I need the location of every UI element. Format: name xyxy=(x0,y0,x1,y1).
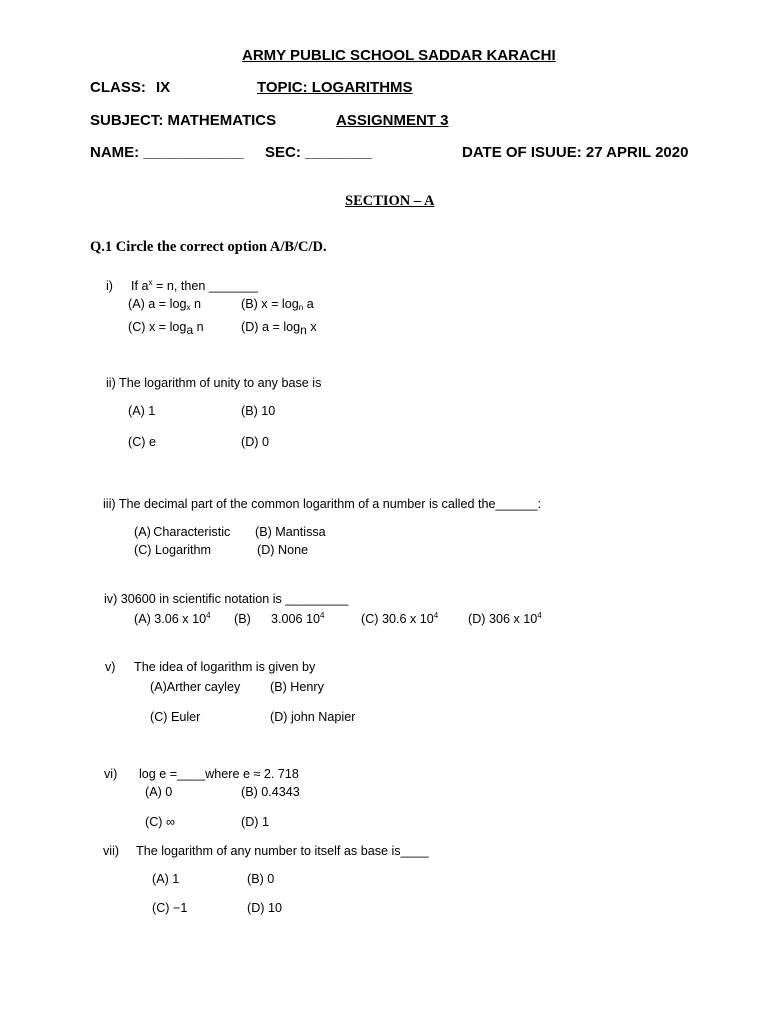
question-1-number: i) xyxy=(106,279,113,293)
question-4-text: iv) 30600 in scientific notation is _________ xyxy=(104,592,349,606)
question-7-option-d: (D) 10 xyxy=(247,901,282,915)
question-7-option-c: (C) −1 xyxy=(152,901,188,915)
question-2-option-c: (C) e xyxy=(128,435,156,449)
question-6-option-d: (D) 1 xyxy=(241,815,269,829)
question-3-text: iii) The decimal part of the common logarithm of a number is called the______: xyxy=(103,497,541,511)
issue-date: DATE OF ISUUE: 27 APRIL 2020 xyxy=(462,144,689,161)
question-2-text: ii) The logarithm of unity to any base is xyxy=(106,376,322,390)
question-7-text: The logarithm of any number to itself as base is____ xyxy=(136,844,429,858)
question-7-number: vii) xyxy=(103,844,120,858)
class-label: CLASS: xyxy=(90,79,146,96)
question-1-option-a: (A) $a = \log_x n$ xyxy=(128,297,201,312)
question-1-option-d: (D) $a = \log_n x$ xyxy=(241,320,317,337)
question-6-option-c: (C) ∞ xyxy=(145,815,175,829)
question-2-option-d: (D) 0 xyxy=(241,435,269,449)
question-4-option-d: (D) 306 x $10^4$ xyxy=(468,611,542,626)
school-title: ARMY PUBLIC SCHOOL SADDAR KARACHI xyxy=(242,47,556,64)
topic-label: TOPIC: LOGARITHMS xyxy=(257,79,413,96)
question-1-option-b: (B) $x = \log_n a$ xyxy=(241,297,314,312)
question-5-option-d: (D) john Napier xyxy=(270,710,356,724)
question-1-option-c: (C) $x = \log_a n$ xyxy=(128,320,204,337)
question-6-option-b: (B) 0.4343 xyxy=(241,785,300,799)
question-7-option-a: (A) 1 xyxy=(152,872,180,886)
question-5-option-b: (B) Henry xyxy=(270,680,324,694)
question-3-option-c: (C) Logarithm xyxy=(134,543,211,557)
question-3-option-b: (B) Mantissa xyxy=(255,525,326,539)
assignment-label: ASSIGNMENT 3 xyxy=(336,112,449,129)
question-6-number: vi) xyxy=(104,767,118,781)
question-5-text: The idea of logarithm is given by xyxy=(134,660,316,674)
question-5-number: v) xyxy=(105,660,116,674)
question-4-option-a: (A) 3.06 x $10^4$ xyxy=(134,611,211,626)
question-5-option-a: (A)Arther cayley xyxy=(150,680,241,694)
class-value: IX xyxy=(156,79,171,96)
question-4-option-c: (C) 30.6 x $10^4$ xyxy=(361,611,439,626)
section-title: SECTION – A xyxy=(345,193,435,209)
question-2-option-b: (B) 10 xyxy=(241,404,276,418)
question-5-option-c: (C) Euler xyxy=(150,710,201,724)
question-6-text: log e =____where e ≈ 2. 718 xyxy=(139,767,299,781)
question-2-option-a: (A) 1 xyxy=(128,404,156,418)
instruction-text: Q.1 Circle the correct option A/B/C/D. xyxy=(90,239,327,255)
name-field: NAME: ____________ xyxy=(90,144,244,161)
question-1-text: If $a^x = n$, then _______ xyxy=(131,278,258,293)
subject-label: SUBJECT: MATHEMATICS xyxy=(90,112,277,129)
section-field: SEC: ________ xyxy=(265,144,372,161)
question-6-option-a: (A) 0 xyxy=(145,785,173,799)
question-3-option-d: (D) None xyxy=(257,543,309,557)
question-7-option-b: (B) 0 xyxy=(247,872,275,886)
question-3-option-a: (A) Characteristic xyxy=(134,525,231,539)
question-4-option-b: 3.006 $10^4$ xyxy=(271,611,325,626)
question-4-option-b-label: (B) xyxy=(234,612,251,626)
